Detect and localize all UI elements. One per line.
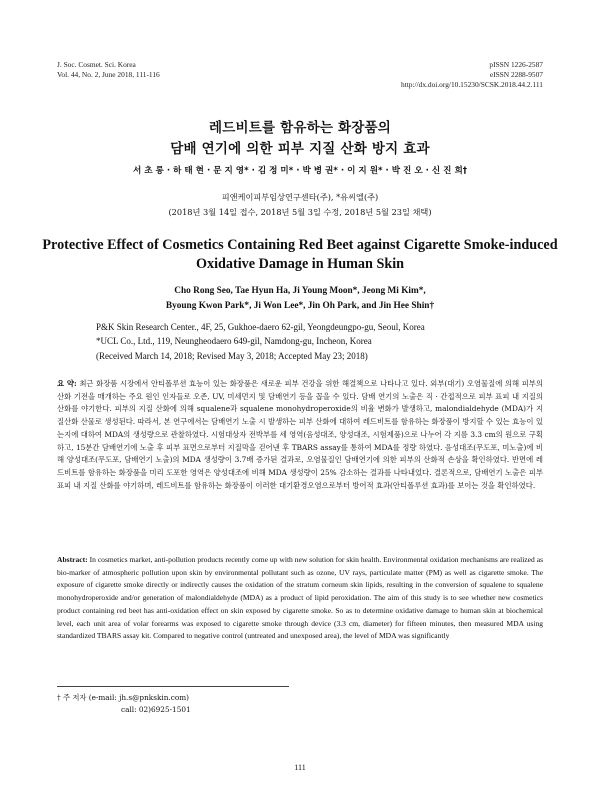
footnote-divider <box>57 686 289 687</box>
korean-abstract-label: 요 약: <box>57 379 77 388</box>
english-abstract <box>57 554 543 643</box>
korean-abstract-text: 최근 화장품 시장에서 안티폴루션 효능이 있는 화장품은 새로운 피부 건강을 위한 해결책으로 나타나고 있다. 외부(대기) 오염물질에 의해 피부의 산화 기전을 매개하는 주요 원인 인자들로 오존, UV, 미세먼지 및 담배연기 등을 꼽을 수 있다. 담배 연기의 노출은 직 · 간접적으로 피부 표피 내 지질의 산화를 야기한다. 피부의 지질 산화에 의해 squalene과 squalene monohydroperoxide의 비율 변화가 발생하고, malondialdehyde (MDA)가 지질산화 산물로 생성된다. 따라서, 본 연구에서는 담배연기 노출 시 발생하는 피부 산화에 대하여 레드비트를 함유하는 화장품이 방지할 수 있는 효능이 있는지에 대하여 MDA의 생성량으로 관찰하였다. 시험대상자 전박부를 세 영역(음성대조, 양성대조, 시험제품)으로 나누어 각 지름 3.3 cm의 원으로 구획하고, 15분간 담배연기에 노출 후 피부 표면으로부터 지질막을 걷어낸 후 TBARS assay를 통하여 MDA를 정량 하였다. 음성대조(무도포, 미노출)에 비해 양성대조(무도포, 담배연기 노출)의 MDA 생성량이 3.7배 증가된 결과로, 오염물질인 담배연기에 의한 피부의 산화적 손상을 확인하였다. 반면에 레드비트를 함유하는 화장품을 미리 도포한 영역은 양성대조에 비해 MDA 생성량이 25% 감소하는 결과를 나타내었다. 결론적으로, 담배연기 노출은 피부 표피 내 지질 산화를 야기하며, 레드비트를 함유하는 화장품이 이러한 대기환경오염으로부터 방어적 효과(안티폴루션 효과)를 보이는 것을 확인하였다. <box>57 379 543 490</box>
doi-link[interactable]: http://dx.doi.org/10.15230/SCSK.2018.44.2.111 <box>400 80 543 89</box>
english-title <box>0 236 600 274</box>
english-title-line1: Protective Effect of Cosmetics Containing Red Beet against Cigarette Smoke-induced <box>42 237 558 253</box>
korean-title-line1: 레드비트를 함유하는 화장품의 <box>209 120 391 136</box>
page-number: 111 <box>294 763 306 772</box>
korean-affiliation: 피앤케이피부임상연구센타(주), *유씨엘(주) <box>221 192 379 202</box>
english-authors-line1: Cho Rong Seo, Tae Hyun Ha, Ji Young Moon*, Jeong Mi Kim*, <box>174 286 426 296</box>
korean-authors: 서 초 롱 · 하 태 현 · 문 지 영* · 김 정 미* · 박 병 권* · 이 지 원* · 박 진 오 · 신 진 희† <box>132 166 468 176</box>
footnote <box>57 692 191 716</box>
english-affiliation-2: *UCL Co., Ltd., 119, Neungheodaero 649-gil, Namdong-gu, Incheon, Korea <box>96 336 372 347</box>
korean-title-line2: 담배 연기에 의한 피부 지질 산화 방지 효과 <box>170 141 430 157</box>
english-affiliation-block <box>96 320 526 363</box>
korean-affiliation-block <box>0 190 600 220</box>
footnote-email: † 주 저자 (e-mail: jh.s@pnkskin.com) <box>57 693 189 702</box>
eissn: eISSN 2288-9507 <box>489 70 543 79</box>
english-authors <box>0 284 600 314</box>
pissn: pISSN 1226-2587 <box>489 60 543 69</box>
korean-abstract <box>57 378 543 492</box>
english-authors-line2: Byoung Kwon Park*, Ji Won Lee*, Jin Oh Park, and Jin Hee Shin† <box>165 301 435 311</box>
journal-volume: Vol. 44, No. 2, June 2018, 111-116 <box>57 70 160 79</box>
journal-header-left <box>57 60 160 80</box>
english-affiliation-1: P&K Skin Research Center., 4F, 25, Gukhoe-daero 62-gil, Yeongdeungpo-gu, Seoul, Korea <box>96 322 425 332</box>
english-abstract-text: In cosmetics market, anti-pollution products recently come up with new solution for skin health. Environmental oxidation mechanisms are realized as bio-marker of atmospheric pollution upon skin by environmental pollutant such as ozone, UV rays, particulate matter (PM) as well as cigarette smoke. The exposure of cigarette smoke directly or indirectly causes the oxidation of the stratum corneum skin lipids, resulting in the conversion of squalene to squalene monohydroperoxide and/or generation of malondialdehyde (MDA) as a product of lipid peroxidation. The aim of this study is to see whether new cosmetics product containing red beet has anti-oxidation effect on skin exposed by cigarette smoke. So as to determine oxidative damage to human skin at biochemical level, each unit area of volar forearms was exposed to cigarette smoke through device (3.3 cm, diameter) for fifteen minutes, then measured MDA using standardized TBARS assay kit. Compared to negative control (untreated and unexposed area), the level of MDA was significantly <box>57 555 544 641</box>
journal-header-right <box>401 60 543 90</box>
korean-title <box>0 118 600 160</box>
korean-dates: (2018년 3월 14일 접수, 2018년 5월 3일 수정, 2018년 5월 23일 채택) <box>168 207 432 217</box>
footnote-phone: call: 02)6925-1501 <box>121 705 191 714</box>
english-abstract-label: Abstract: <box>57 555 88 564</box>
journal-name: J. Soc. Cosmet. Sci. Korea <box>57 60 136 69</box>
english-dates: (Received March 14, 2018; Revised May 3, 2018; Accepted May 23; 2018) <box>96 350 368 361</box>
english-title-line2: Oxidative Damage in Human Skin <box>195 256 405 272</box>
